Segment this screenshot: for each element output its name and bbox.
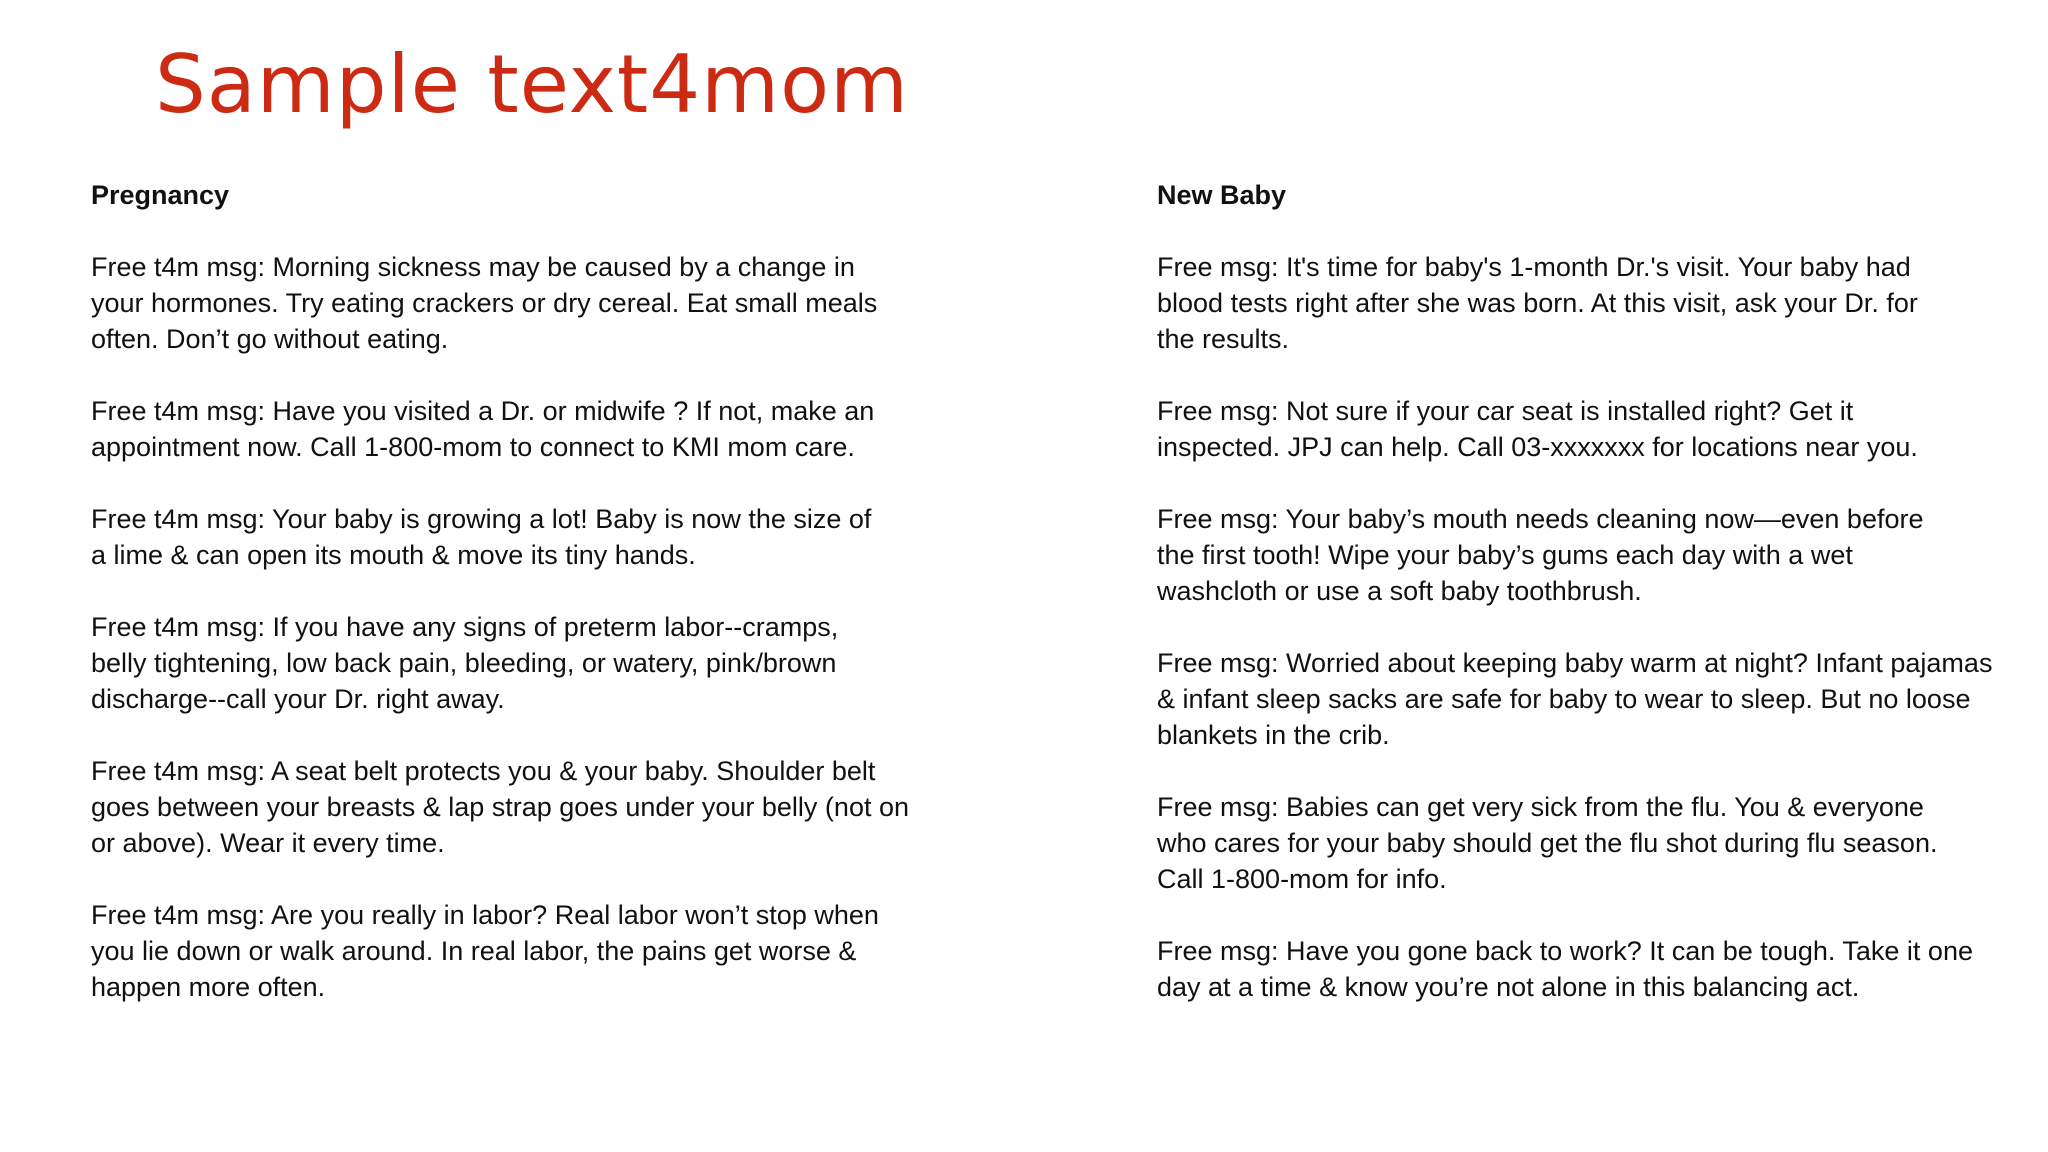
new-baby-message-6: Free msg: Have you gone back to work? It can be tough. Take it one day at a time & know you’re not alone in this balancing act. xyxy=(1157,936,1973,1002)
pregnancy-message-6: Free t4m msg: Are you really in labor? Real labor won’t stop when you lie down or walk around. In real labor, the pains get worse & happen more often. xyxy=(91,900,879,1002)
pregnancy-message-3: Free t4m msg: Your baby is growing a lot! Baby is now the size of a lime & can open its mouth & move its tiny hands. xyxy=(91,504,872,570)
pregnancy-message-2: Free t4m msg: Have you visited a Dr. or midwife ? If not, make an appointment now. Call 1-800-mom to connect to KMI mom care. xyxy=(91,396,875,462)
new-baby-message-3: Free msg: Your baby’s mouth needs cleaning now—even before the first tooth! Wipe your baby’s gums each day with a wet washcloth or use a soft baby toothbrush. xyxy=(1157,504,1924,606)
pregnancy-heading: Pregnancy xyxy=(91,180,230,210)
new-baby-message-5: Free msg: Babies can get very sick from the flu. You & everyone who cares for your baby should get the flu shot during flu season. Call 1-800-mom for info. xyxy=(1157,792,1938,894)
pregnancy-message-1: Free t4m msg: Morning sickness may be caused by a change in your hormones. Try eating crackers or dry cereal. Eat small meals often. Don’t go without eating. xyxy=(91,252,878,354)
pregnancy-column xyxy=(91,177,931,1005)
new-baby-message-4: Free msg: Worried about keeping baby warm at night? Infant pajamas & infant sleep sacks are safe for baby to wear to sleep. But no loose blankets in the crib. xyxy=(1157,648,1993,750)
new-baby-heading: New Baby xyxy=(1157,180,1287,210)
new-baby-message-1: Free msg: It's time for baby's 1-month Dr.'s visit. Your baby had blood tests right after she was born. At this visit, ask your Dr. for the results. xyxy=(1157,252,1918,354)
pregnancy-message-5: Free t4m msg: A seat belt protects you & your baby. Shoulder belt goes between your breasts & lap strap goes under your belly (not on or above). Wear it every time. xyxy=(91,756,909,858)
slide-title: Sample text4mom xyxy=(155,38,909,131)
pregnancy-message-4: Free t4m msg: If you have any signs of preterm labor--cramps, belly tightening, low back pain, bleeding, or watery, pink/brown discharge--call your Dr. right away. xyxy=(91,612,839,714)
new-baby-column xyxy=(1157,177,1997,1005)
new-baby-message-2: Free msg: Not sure if your car seat is installed right? Get it inspected. JPJ can help. Call 03-xxxxxxx for locations near you. xyxy=(1157,396,1918,462)
